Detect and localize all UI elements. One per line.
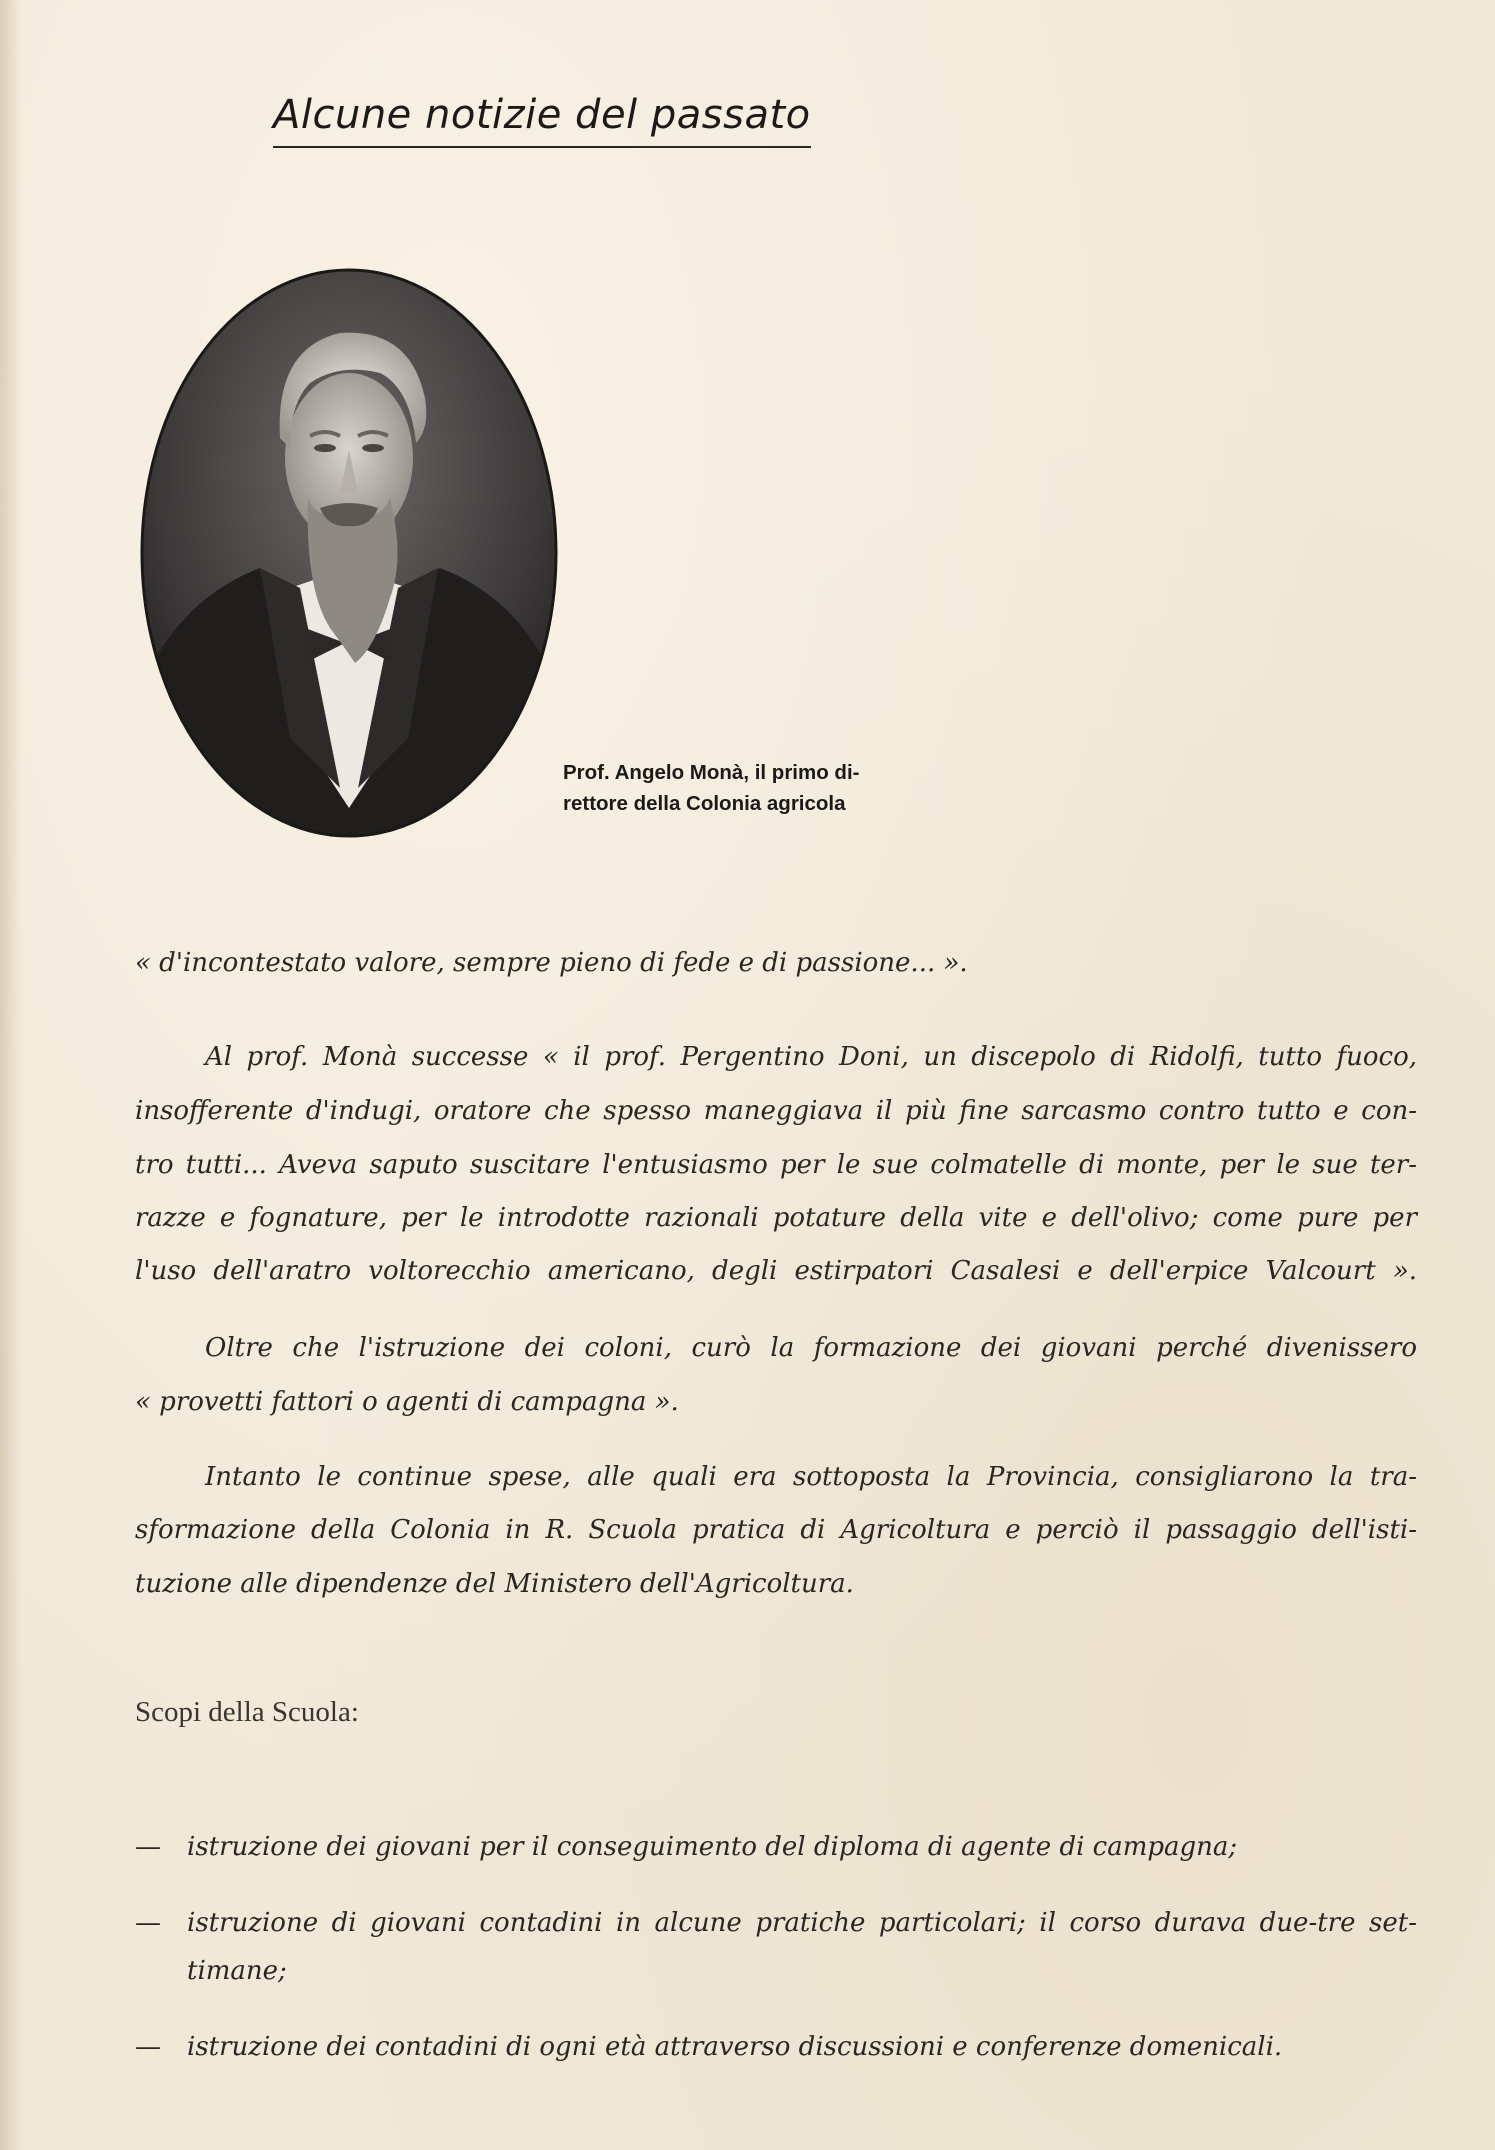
paragraph-line: tro tutti... Aveva saputo suscitare l'entusiasmo per le sue colmatelle di monte, per le sue ter- <box>135 1150 1417 1180</box>
caption-line: Prof. Angelo Monà, il primo di- <box>563 761 860 784</box>
caption-line: rettore della Colonia agricola <box>563 792 846 815</box>
page-edge-shadow <box>0 0 22 2150</box>
list-item: istruzione dei giovani per il conseguimento del diploma di agente di campagna; <box>187 1832 1238 1862</box>
paragraph-line: razze e fognature, per le introdotte razionali potature della vite e dell'olivo; come pure per <box>135 1203 1417 1233</box>
paragraph-line: Al prof. Monà successe « il prof. Pergentino Doni, un discepolo di Ridolfi, tutto fuoco, <box>205 1042 1417 1072</box>
list-dash: — <box>135 1832 161 1862</box>
list-item: istruzione di giovani contadini in alcune pratiche particolari; il corso durava due-tre set- <box>187 1908 1417 1938</box>
list-dash: — <box>135 2032 161 2062</box>
list-dash: — <box>135 1908 161 1938</box>
section-heading: Scopi della Scuola: <box>135 1696 359 1728</box>
portrait-photo <box>140 268 558 838</box>
quote-line: « d'incontestato valore, sempre pieno di fede e di passione... ». <box>135 948 968 978</box>
page-title: Alcune notizie del passato <box>273 92 811 148</box>
paragraph-line: « provetti fattori o agenti di campagna ». <box>135 1387 679 1417</box>
list-item-continuation: timane; <box>187 1956 287 1986</box>
list-item: istruzione dei contadini di ogni età attraverso discussioni e conferenze domenicali. <box>187 2032 1283 2062</box>
paragraph-line: l'uso dell'aratro voltorecchio americano, degli estirpatori Casalesi e dell'erpice Valcourt ». <box>135 1256 1417 1286</box>
paragraph-line: tuzione alle dipendenze del Ministero dell'Agricoltura. <box>135 1569 854 1599</box>
paragraph-line: sformazione della Colonia in R. Scuola pratica di Agricoltura e perciò il passaggio dell'isti- <box>135 1515 1417 1545</box>
paragraph-line: Intanto le continue spese, alle quali era sottoposta la Provincia, consigliarono la tra- <box>205 1462 1417 1492</box>
paragraph-line: insofferente d'indugi, oratore che spesso maneggiava il più fine sarcasmo contro tutto e con- <box>135 1096 1417 1126</box>
paragraph-line: Oltre che l'istruzione dei coloni, curò la formazione dei giovani perché divenissero <box>205 1333 1417 1363</box>
portrait-caption <box>563 757 963 819</box>
